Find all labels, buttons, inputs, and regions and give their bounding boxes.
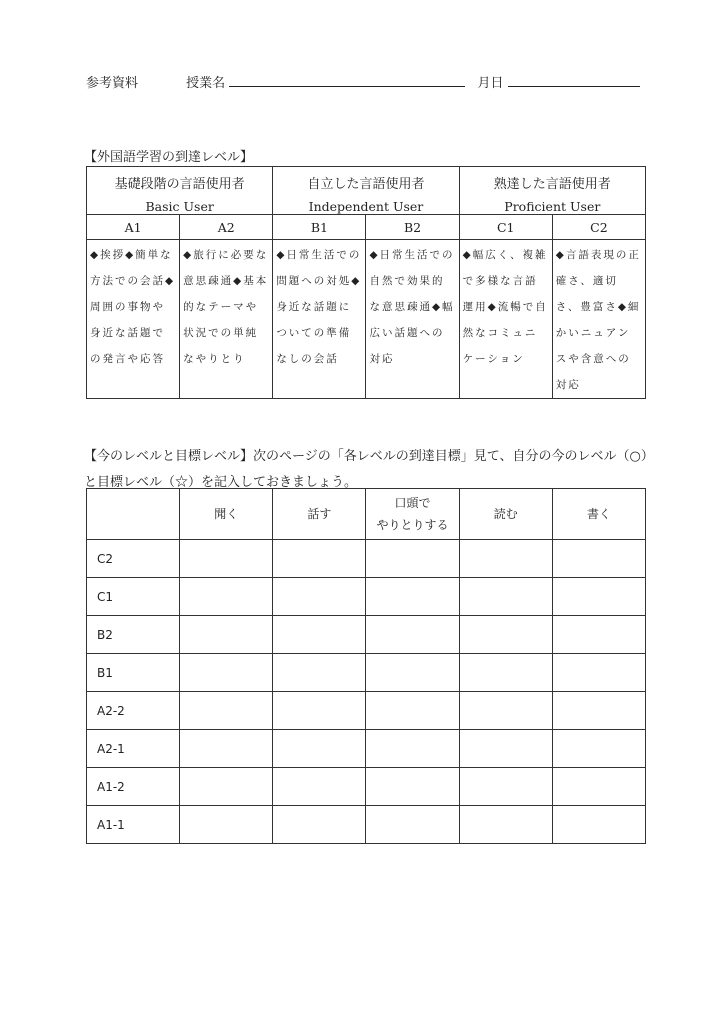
row-label: C2 bbox=[87, 540, 180, 578]
page-header bbox=[86, 72, 640, 91]
entry-cell[interactable] bbox=[273, 768, 366, 806]
table-row bbox=[87, 768, 646, 806]
group-basic: 基礎段階の言語使用者 Basic User bbox=[87, 167, 273, 215]
entry-cell[interactable] bbox=[552, 540, 645, 578]
entry-cell[interactable] bbox=[273, 616, 366, 654]
desc-b2: ◆日常生活での自然で効果的な意思疎通◆幅広い話題への対応 bbox=[366, 240, 459, 399]
entry-cell[interactable] bbox=[459, 578, 552, 616]
class-name-blank[interactable] bbox=[229, 74, 465, 87]
date-blank[interactable] bbox=[508, 74, 640, 87]
row-label: B2 bbox=[87, 616, 180, 654]
entry-cell[interactable] bbox=[366, 692, 459, 730]
entry-cell[interactable] bbox=[366, 540, 459, 578]
entry-cell[interactable] bbox=[552, 692, 645, 730]
table-row bbox=[87, 806, 646, 844]
col-reading: 読む bbox=[459, 489, 552, 540]
levels-table bbox=[86, 166, 646, 399]
entry-cell[interactable] bbox=[552, 768, 645, 806]
entry-cell[interactable] bbox=[366, 806, 459, 844]
row-label: A1-2 bbox=[87, 768, 180, 806]
row-label: A2-2 bbox=[87, 692, 180, 730]
entry-cell[interactable] bbox=[552, 806, 645, 844]
corner-cell bbox=[87, 489, 180, 540]
entry-cell[interactable] bbox=[180, 692, 273, 730]
entry-cell[interactable] bbox=[366, 730, 459, 768]
entry-cell[interactable] bbox=[552, 616, 645, 654]
table-row bbox=[87, 730, 646, 768]
entry-cell[interactable] bbox=[552, 654, 645, 692]
class-name-label: 授業名 bbox=[186, 76, 226, 91]
table-row bbox=[87, 616, 646, 654]
entry-cell[interactable] bbox=[273, 654, 366, 692]
entry-cell[interactable] bbox=[180, 768, 273, 806]
entry-cell[interactable] bbox=[273, 730, 366, 768]
desc-a1: ◆挨拶◆簡単な方法での会話◆周囲の事物や身近な話題での発言や応答 bbox=[87, 240, 180, 399]
date-label: 月日 bbox=[477, 76, 504, 91]
levels-section-title: 【外国語学習の到達レベル】 bbox=[84, 150, 254, 165]
entry-cell[interactable] bbox=[180, 654, 273, 692]
entry-cell[interactable] bbox=[366, 654, 459, 692]
level-b1: B1 bbox=[273, 215, 366, 240]
entry-cell[interactable] bbox=[366, 578, 459, 616]
entry-cell[interactable] bbox=[366, 616, 459, 654]
entry-cell[interactable] bbox=[273, 578, 366, 616]
entry-cell[interactable] bbox=[180, 540, 273, 578]
desc-a2: ◆旅行に必要な意思疎通◆基本的なテーマや状況での単純なやりとり bbox=[180, 240, 273, 399]
entry-cell[interactable] bbox=[273, 806, 366, 844]
reference-label: 参考資料 bbox=[86, 76, 139, 91]
col-speaking: 話す bbox=[273, 489, 366, 540]
desc-c1: ◆幅広く、複雑で多様な言語運用◆流暢で自然なコミュニケーション bbox=[459, 240, 552, 399]
col-interaction: 口頭で やりとりする bbox=[366, 489, 459, 540]
entry-cell[interactable] bbox=[180, 806, 273, 844]
row-label: C1 bbox=[87, 578, 180, 616]
entry-cell[interactable] bbox=[459, 654, 552, 692]
desc-b1: ◆日常生活での問題への対処◆身近な話題についての準備なしの会話 bbox=[273, 240, 366, 399]
table-row bbox=[87, 692, 646, 730]
level-b2: B2 bbox=[366, 215, 459, 240]
entry-cell[interactable] bbox=[273, 692, 366, 730]
entry-cell[interactable] bbox=[459, 806, 552, 844]
level-a1: A1 bbox=[87, 215, 180, 240]
entry-cell[interactable] bbox=[552, 730, 645, 768]
entry-cell[interactable] bbox=[180, 730, 273, 768]
row-label: B1 bbox=[87, 654, 180, 692]
row-label: A1-1 bbox=[87, 806, 180, 844]
table-row bbox=[87, 578, 646, 616]
desc-c2: ◆言語表現の正確さ、適切さ、豊富さ◆細かいニュアンスや含意への対応 bbox=[552, 240, 645, 399]
level-c1: C1 bbox=[459, 215, 552, 240]
level-c2: C2 bbox=[552, 215, 645, 240]
entry-cell[interactable] bbox=[459, 616, 552, 654]
table-row bbox=[87, 654, 646, 692]
goals-instructions: 【今のレベルと目標レベル】次のページの「各レベルの到達目標」見て、自分の今のレベル（○）と目標レベル（☆）を記入しておきましょう。 bbox=[84, 449, 654, 490]
goals-table bbox=[86, 488, 646, 844]
entry-cell[interactable] bbox=[366, 768, 459, 806]
col-listening: 聞く bbox=[180, 489, 273, 540]
table-row bbox=[87, 540, 646, 578]
entry-cell[interactable] bbox=[273, 540, 366, 578]
entry-cell[interactable] bbox=[459, 692, 552, 730]
group-proficient: 熟達した言語使用者 Proficient User bbox=[459, 167, 645, 215]
row-label: A2-1 bbox=[87, 730, 180, 768]
group-independent: 自立した言語使用者 Independent User bbox=[273, 167, 459, 215]
entry-cell[interactable] bbox=[459, 540, 552, 578]
level-a2: A2 bbox=[180, 215, 273, 240]
col-writing: 書く bbox=[552, 489, 645, 540]
entry-cell[interactable] bbox=[459, 730, 552, 768]
entry-cell[interactable] bbox=[180, 616, 273, 654]
entry-cell[interactable] bbox=[459, 768, 552, 806]
entry-cell[interactable] bbox=[552, 578, 645, 616]
entry-cell[interactable] bbox=[180, 578, 273, 616]
